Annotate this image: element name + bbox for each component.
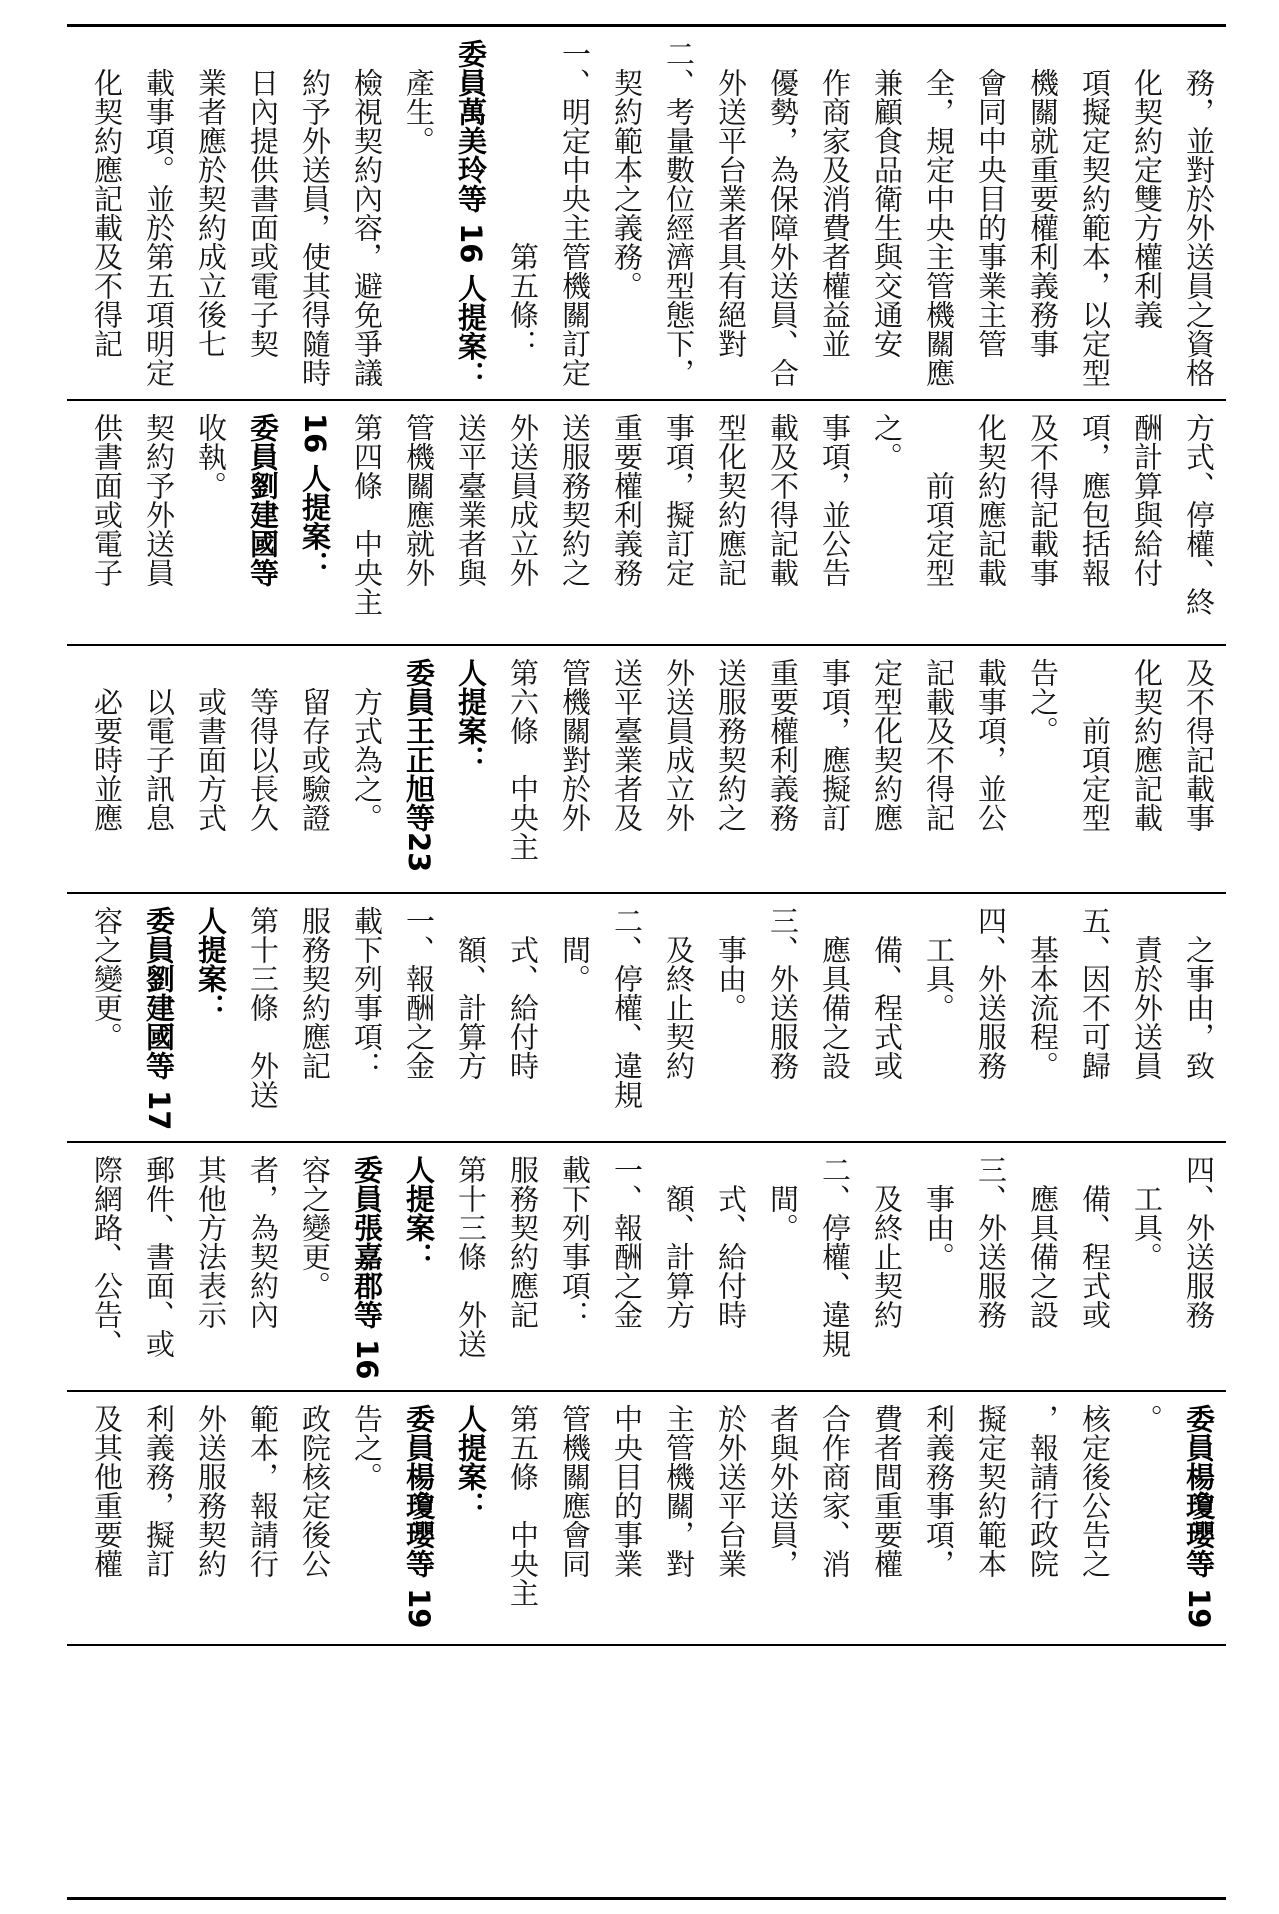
- text-line: 基本流程。: [1026, 906, 1060, 1080]
- text-line: 郵件、書面、或: [142, 1155, 176, 1358]
- text-line: 範本，報請行: [246, 1404, 280, 1578]
- text-line: 重要權利義務: [610, 413, 644, 587]
- text-line: 第四條 中央主: [350, 413, 384, 616]
- text-line: 告之。: [1026, 658, 1060, 745]
- text-line: 四、外送服務: [1182, 1155, 1216, 1329]
- text-line: 擬定契約範本: [974, 1404, 1008, 1578]
- text-line: ，報請行政院: [1026, 1404, 1060, 1578]
- text-line: 約予外送員，使其得隨時: [298, 39, 332, 387]
- text-line: 於外送平台業: [714, 1404, 748, 1578]
- text-line: 額、計算方: [454, 906, 488, 1080]
- proposer-heading-line: 委員王正旭等23: [402, 658, 436, 873]
- text-line: 服務契約應記: [506, 1155, 540, 1329]
- text-line: 外送服務契約: [194, 1404, 228, 1578]
- text-line: 四、外送服務: [974, 906, 1008, 1080]
- text-line: 二、停權、違規: [818, 1155, 852, 1358]
- text-line: 中央目的事業: [610, 1404, 644, 1578]
- text-line: 事由。: [714, 906, 748, 1022]
- text-line: 項擬定契約範本，以定型: [1078, 39, 1112, 387]
- text-line: 或書面方式: [194, 658, 228, 832]
- text-line: 二、考量數位經濟型態下，: [662, 39, 696, 387]
- text-line: 核定後公告之: [1078, 1404, 1112, 1578]
- text-line: 兼顧食品衛生與交通安: [870, 39, 904, 358]
- table-cell: [67, 27, 1226, 401]
- text-line: 務，並對於外送員之資格: [1182, 39, 1216, 387]
- vertical-text-block: [81, 658, 1225, 888]
- text-line: 五、因不可歸: [1078, 906, 1112, 1080]
- text-line: 管機關應會同: [558, 1404, 592, 1578]
- text-line: 。: [1130, 1404, 1164, 1433]
- text-line: 額、計算方: [662, 1155, 696, 1329]
- text-line: 方式為之。: [350, 658, 384, 832]
- text-line: 管機關對於外: [558, 658, 592, 832]
- text-line: 事項，擬訂定: [662, 413, 696, 587]
- text-line: 業者應於契約成立後七: [194, 39, 228, 358]
- text-line: 前項定型: [922, 413, 956, 587]
- text-line: 及終止契約: [662, 906, 696, 1080]
- text-line: 化契約應記載及不得記: [90, 39, 124, 358]
- text-line: 際網路、公告、: [90, 1155, 124, 1358]
- text-line: 第五條 中央主: [506, 1404, 540, 1607]
- text-line: 三、外送服務: [974, 1155, 1008, 1329]
- text-line: 備、程式或: [870, 906, 904, 1080]
- text-line: 定型化契約應: [870, 658, 904, 832]
- text-line: 費者間重要權: [870, 1404, 904, 1578]
- text-line: 式、給付時: [506, 906, 540, 1080]
- text-line: 酬計算與給付: [1130, 413, 1164, 587]
- text-line: 作商家及消費者權益並: [818, 39, 852, 358]
- text-line: 必要時並應: [90, 658, 124, 832]
- vertical-text-block: [81, 1155, 1225, 1386]
- page-bottom-rule: [67, 1897, 1226, 1900]
- text-line: 式、給付時: [714, 1155, 748, 1329]
- text-line: 之。: [870, 413, 904, 471]
- proposer-heading-line: 人提案：: [454, 658, 488, 774]
- text-line: 政院核定後公: [298, 1404, 332, 1578]
- text-line: 優勢，為保障外送員、合: [766, 39, 800, 387]
- text-line: 其他方法表示: [194, 1155, 228, 1329]
- text-line: 送平臺業者及: [610, 658, 644, 832]
- text-line: 前項定型: [1078, 658, 1112, 832]
- proposer-heading-line: 16 人提案：: [298, 413, 332, 580]
- text-line: 利義務事項，: [922, 1404, 956, 1578]
- text-line: 送服務契約之: [558, 413, 592, 587]
- text-line: 責於外送員: [1130, 906, 1164, 1080]
- text-line: 送平臺業者與: [454, 413, 488, 587]
- text-line: 備、程式或: [1078, 1155, 1112, 1329]
- text-line: 檢視契約內容，避免爭議: [350, 39, 384, 387]
- text-line: 型化契約應記: [714, 413, 748, 587]
- text-line: 第六條 中央主: [506, 658, 540, 861]
- text-line: 應具備之設: [818, 906, 852, 1080]
- text-line: 及不得記載事: [1026, 413, 1060, 587]
- vertical-text-block: [81, 1404, 1225, 1640]
- text-line: 留存或驗證: [298, 658, 332, 832]
- text-line: 日內提供書面或電子契: [246, 39, 280, 358]
- text-line: 工具。: [922, 906, 956, 1022]
- text-line: 容之變更。: [90, 906, 124, 1051]
- text-line: 及不得記載事: [1182, 658, 1216, 832]
- text-line: 供書面或電子: [90, 413, 124, 587]
- text-line: 外送平台業者具有絕對: [714, 39, 748, 358]
- text-line: 事項，應擬訂: [818, 658, 852, 832]
- proposer-heading-line: 人提案：: [454, 1404, 488, 1520]
- text-line: 等得以長久: [246, 658, 280, 832]
- text-line: 間。: [558, 906, 592, 993]
- text-line: 合作商家、消: [818, 1404, 852, 1578]
- text-line: 第十三條 外送: [454, 1155, 488, 1358]
- text-line: 三、外送服務: [766, 906, 800, 1080]
- text-line: 主管機關，對: [662, 1404, 696, 1578]
- proposer-heading-line: 委員劉建國等 17: [142, 906, 176, 1131]
- text-line: 會同中央目的事業主管: [974, 39, 1008, 358]
- text-line: 契約範本之義務。: [610, 39, 644, 300]
- text-line: 事項，並公告: [818, 413, 852, 587]
- text-line: 產生。: [402, 39, 436, 155]
- text-line: 第五條：: [506, 39, 540, 358]
- text-line: 間。: [766, 1155, 800, 1242]
- text-line: 全，規定中央主管機關應: [922, 39, 956, 387]
- text-line: 載事項，並公: [974, 658, 1008, 832]
- text-line: 容之變更。: [298, 1155, 332, 1300]
- text-line: 項，應包括報: [1078, 413, 1112, 587]
- text-line: 事由。: [922, 1155, 956, 1271]
- text-line: 化契約定雙方權利義: [1130, 39, 1164, 329]
- text-line: 載下列事項：: [350, 906, 384, 1080]
- proposer-heading-line: 人提案：: [402, 1155, 436, 1271]
- text-line: 一、報酬之金: [402, 906, 436, 1080]
- text-line: 之事由，致: [1182, 906, 1216, 1080]
- text-line: 利義務，擬訂: [142, 1404, 176, 1578]
- text-line: 機關就重要權利義務事: [1026, 39, 1060, 358]
- table-cell: [67, 894, 1226, 1143]
- table-cell: [67, 401, 1226, 646]
- text-line: 收執。: [194, 413, 228, 500]
- proposer-heading-line: 委員張嘉郡等 16: [350, 1155, 384, 1380]
- vertical-text-block: [81, 39, 1225, 395]
- text-line: 送服務契約之: [714, 658, 748, 832]
- text-line: 外送員成立外: [662, 658, 696, 832]
- text-line: 載及不得記載: [766, 413, 800, 587]
- text-line: 以電子訊息: [142, 658, 176, 832]
- text-line: 應具備之設: [1026, 1155, 1060, 1329]
- table-cell: [67, 646, 1226, 894]
- text-line: 者，為契約內: [246, 1155, 280, 1329]
- vertical-text-block: [81, 906, 1225, 1137]
- text-line: 者與外送員，: [766, 1404, 800, 1578]
- text-line: 管機關應就外: [402, 413, 436, 587]
- table-cell: [67, 1143, 1226, 1392]
- text-line: 及終止契約: [870, 1155, 904, 1329]
- text-line: 契約予外送員: [142, 413, 176, 587]
- text-line: 方式、停權、終: [1182, 413, 1216, 616]
- text-line: 二、停權、違規: [610, 906, 644, 1109]
- text-line: 及其他重要權: [90, 1404, 124, 1578]
- text-line: 一、明定中央主管機關訂定: [558, 39, 592, 387]
- vertical-text-block: [81, 413, 1225, 640]
- text-line: 工具。: [1130, 1155, 1164, 1271]
- proposer-heading-line: 委員楊瓊瓔等 19: [1182, 1404, 1216, 1629]
- proposer-heading-line: 委員萬美玲等 16 人提案：: [454, 39, 488, 390]
- proposer-heading-line: 委員劉建國等: [246, 413, 280, 587]
- text-line: 記載及不得記: [922, 658, 956, 832]
- proposer-heading-line: 委員楊瓊瓔等 19: [402, 1404, 436, 1629]
- text-line: 一、報酬之金: [610, 1155, 644, 1329]
- table-cell: [67, 1392, 1226, 1646]
- text-line: 外送員成立外: [506, 413, 540, 587]
- text-line: 服務契約應記: [298, 906, 332, 1080]
- text-line: 第十三條 外送: [246, 906, 280, 1109]
- text-line: 重要權利義務: [766, 658, 800, 832]
- text-line: 載下列事項：: [558, 1155, 592, 1329]
- text-line: 載事項。並於第五項明定: [142, 39, 176, 387]
- text-line: 告之。: [350, 1404, 384, 1491]
- proposer-heading-line: 人提案：: [194, 906, 228, 1022]
- text-line: 化契約應記載: [974, 413, 1008, 587]
- text-line: 化契約應記載: [1130, 658, 1164, 832]
